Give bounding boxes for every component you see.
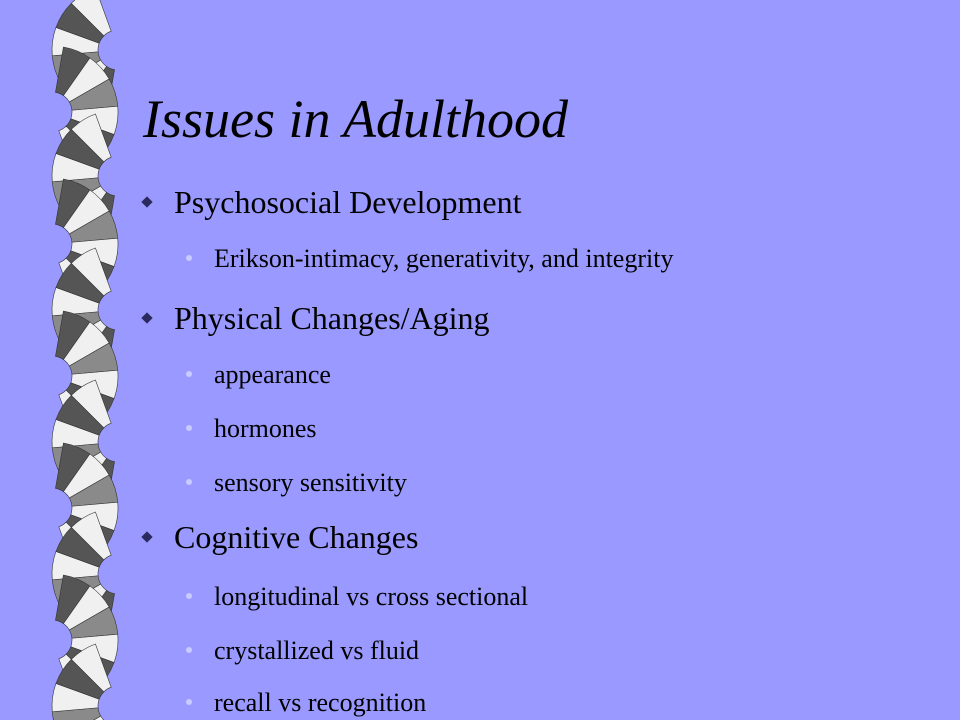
dot-bullet-icon bbox=[186, 371, 192, 377]
diamond-bullet-icon bbox=[141, 531, 152, 542]
sub-bullet-item-appearance bbox=[186, 362, 331, 388]
dot-bullet-icon bbox=[186, 647, 192, 653]
dot-bullet-icon bbox=[186, 255, 192, 261]
sub-bullet-text: hormones bbox=[214, 414, 317, 443]
dot-bullet-icon bbox=[186, 479, 192, 485]
bullet-item-psychosocial bbox=[140, 186, 521, 218]
dot-bullet-icon bbox=[186, 593, 192, 599]
bullet-item-cognitive bbox=[140, 521, 418, 553]
sub-bullet-text: longitudinal vs cross sectional bbox=[214, 582, 529, 611]
diamond-bullet-icon bbox=[141, 196, 152, 207]
sub-bullet-text: appearance bbox=[214, 360, 331, 389]
sub-bullet-item-crystallized bbox=[186, 638, 419, 664]
dot-bullet-icon bbox=[186, 425, 192, 431]
sub-bullet-text: sensory sensitivity bbox=[214, 468, 407, 497]
bullet-text: Psychosocial Development bbox=[174, 184, 522, 220]
sub-bullet-item-erikson bbox=[186, 246, 673, 272]
bullet-text: Physical Changes/Aging bbox=[174, 300, 490, 336]
sub-bullet-text: Erikson-intimacy, generativity, and integrity bbox=[214, 244, 674, 273]
bullet-text: Cognitive Changes bbox=[174, 519, 419, 555]
sub-bullet-text: recall vs recognition bbox=[214, 688, 427, 717]
slide-title: Issues in Adulthood bbox=[143, 89, 569, 149]
sub-bullet-item-longitudinal bbox=[186, 584, 528, 610]
sub-bullet-text: crystallized vs fluid bbox=[214, 636, 420, 665]
diamond-bullet-icon bbox=[141, 312, 152, 323]
sub-bullet-item-hormones bbox=[186, 416, 317, 442]
bullet-item-physical bbox=[140, 302, 490, 334]
sub-bullet-item-recall bbox=[186, 690, 426, 716]
sub-bullet-item-sensory bbox=[186, 470, 407, 496]
dot-bullet-icon bbox=[186, 699, 192, 705]
